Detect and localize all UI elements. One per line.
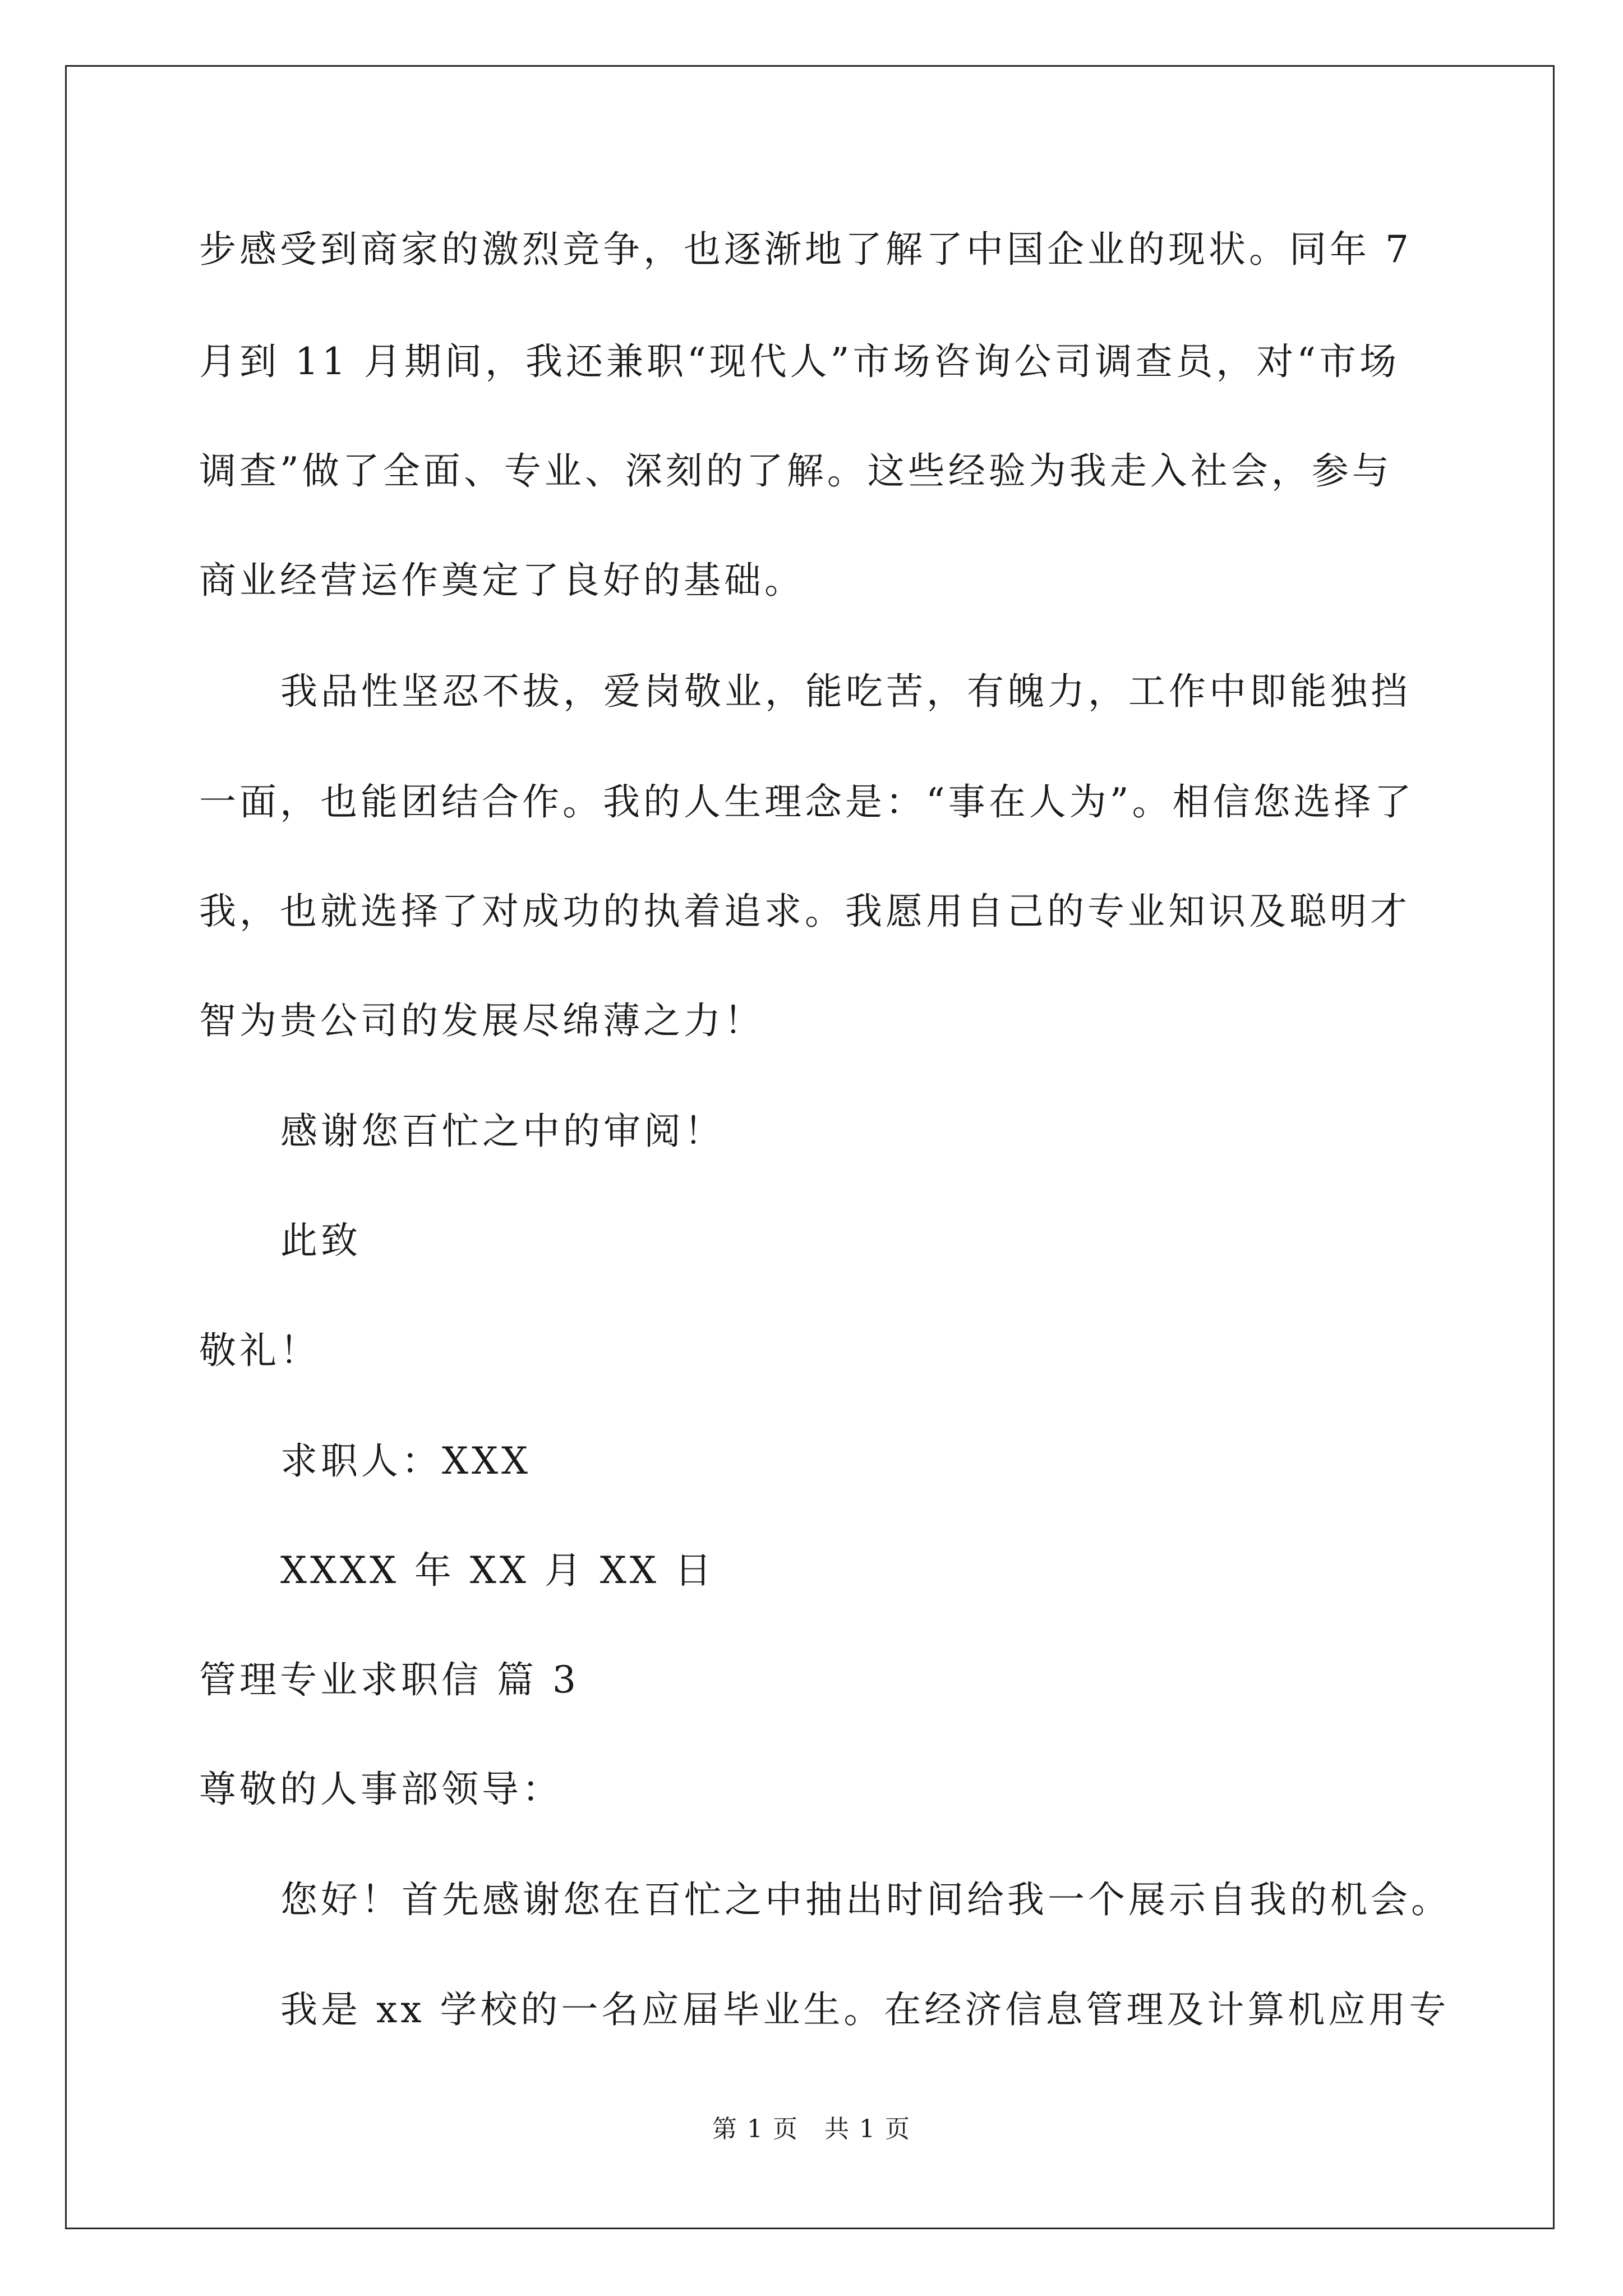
salutation-line: 尊敬的人事部领导： — [199, 1768, 562, 1811]
text-line-5: 我品性坚忍不拔，爱岗敬业，能吃苦，有魄力，工作中即能独挡 — [280, 670, 1411, 713]
text-line-9: 感谢您百忙之中的审阅！ — [280, 1110, 725, 1153]
text-line-10: 此致 — [280, 1219, 361, 1262]
section-heading: 管理专业求职信 篇 3 — [199, 1658, 579, 1701]
text-line-12: 求职人：XXX — [280, 1439, 531, 1483]
text-line-2: 月到 11 月期间，我还兼职“现代人”市场咨询公司调查员，对“市场 — [199, 340, 1400, 383]
text-line-13: XXXX 年 XX 月 XX 日 — [280, 1549, 715, 1592]
text-line-6: 一面，也能团结合作。我的人生理念是：“事在人为”。相信您选择了 — [199, 780, 1415, 823]
text-line-11: 敬礼！ — [199, 1329, 320, 1372]
text-line-16: 您好！首先感谢您在百忙之中抽出时间给我一个展示自我的机会。 — [280, 1878, 1451, 1921]
text-line-8: 智为贵公司的发展尽绵薄之力！ — [199, 999, 764, 1042]
text-line-17: 我是 xx 学校的一名应届毕业生。在经济信息管理及计算机应用专 — [280, 1988, 1450, 2031]
text-line-1: 步感受到商家的激烈竞争，也逐渐地了解了中国企业的现状。同年 7 — [199, 228, 1412, 271]
text-line-4: 商业经营运作奠定了良好的基础。 — [199, 559, 805, 602]
text-line-3: 调查”做了全面、专业、深刻的了解。这些经验为我走入社会，参与 — [199, 449, 1393, 493]
page-number-footer: 第 1 页 共 1 页 — [712, 2115, 911, 2143]
text-line-7: 我，也就选择了对成功的执着追求。我愿用自己的专业知识及聪明才 — [199, 890, 1410, 933]
